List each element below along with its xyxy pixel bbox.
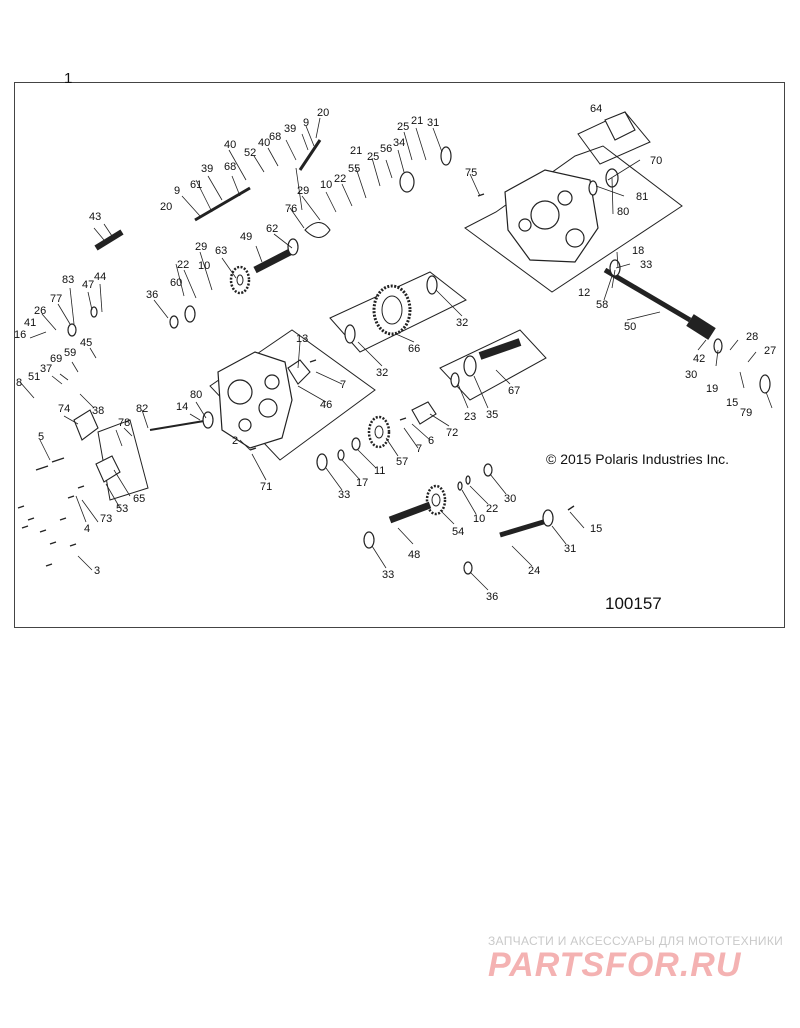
callout-45: 45: [80, 337, 93, 349]
callout-80b: 80: [190, 389, 203, 401]
callout-63: 63: [215, 245, 228, 257]
output-shaft-50: [605, 270, 690, 320]
callout-27: 27: [764, 345, 777, 357]
callout-23: 23: [464, 411, 477, 423]
figure-id: 100157: [605, 594, 662, 613]
callout-71: 71: [260, 481, 273, 493]
callout-29b: 29: [195, 241, 208, 253]
callout-30: 30: [685, 369, 698, 381]
callout-15: 15: [726, 397, 739, 409]
callout-78: 78: [118, 417, 131, 429]
shift-rail-9: [300, 140, 320, 170]
callout-42: 42: [693, 353, 706, 365]
callout-33: 33: [640, 259, 653, 271]
callout-62: 62: [266, 223, 279, 235]
callout-38: 38: [92, 405, 105, 417]
callout-31: 31: [427, 117, 440, 129]
callout-54: 54: [452, 526, 465, 538]
callout-41: 41: [24, 317, 37, 329]
callout-15b: 15: [590, 523, 603, 535]
callout-26: 26: [34, 305, 47, 317]
callout-28: 28: [746, 331, 759, 343]
callout-32b: 32: [376, 367, 389, 379]
callout-61: 61: [190, 179, 203, 191]
callout-22b: 22: [177, 259, 190, 271]
copyright-notice: © 2015 Polaris Industries Inc.: [546, 451, 730, 467]
watermark-tagline: ЗАПЧАСТИ И АКСЕССУАРЫ ДЛЯ МОТОТЕХНИКИ: [488, 934, 784, 948]
callout-35: 35: [486, 409, 499, 421]
shift-shaft-14: [150, 420, 210, 430]
callout-68b: 68: [224, 161, 237, 173]
shift-drum-43: [96, 232, 122, 248]
callout-46: 46: [320, 399, 333, 411]
callout-18: 18: [632, 245, 645, 257]
callout-39: 39: [284, 123, 297, 135]
callout-10b: 10: [198, 260, 211, 272]
callout-9b: 9: [174, 185, 181, 197]
callout-48: 48: [408, 549, 421, 561]
callout-40: 40: [258, 137, 271, 149]
callout-83: 83: [62, 274, 75, 286]
callout-53: 53: [116, 503, 129, 515]
callout-56: 56: [380, 143, 393, 155]
callout-40b: 40: [224, 139, 237, 151]
callout-55: 55: [348, 163, 361, 175]
cover-46: [288, 360, 310, 384]
callout-9: 9: [303, 117, 310, 129]
callout-20: 20: [317, 107, 330, 119]
callout-68: 68: [269, 131, 282, 143]
callout-11: 11: [374, 465, 386, 477]
callout-82: 82: [136, 403, 149, 415]
secondary-gearcase-half: [505, 170, 598, 262]
callout-4: 4: [84, 523, 91, 535]
callout-31b: 31: [564, 543, 577, 555]
callout-75: 75: [465, 167, 478, 179]
callout-32: 32: [456, 317, 469, 329]
callout-33b: 33: [338, 489, 351, 501]
callout-80: 80: [617, 206, 630, 218]
callout-14: 14: [176, 401, 189, 413]
callout-59: 59: [64, 347, 77, 359]
callout-50: 50: [624, 321, 637, 333]
callout-44: 44: [94, 271, 107, 283]
callout-30b: 30: [504, 493, 517, 505]
callout-17: 17: [356, 477, 369, 489]
callout-81: 81: [636, 191, 649, 203]
shaft-48: [390, 505, 430, 520]
main-gearcase-half: [218, 352, 292, 448]
callout-34: 34: [393, 137, 406, 149]
bracket-65: [96, 456, 120, 482]
sprocket-63: [231, 267, 249, 293]
callout-72: 72: [446, 427, 459, 439]
callout-21b: 21: [350, 145, 363, 157]
callout-24: 24: [528, 565, 541, 577]
chain-76: [305, 223, 330, 238]
callout-25b: 25: [367, 151, 380, 163]
group-outline-67: [440, 330, 546, 400]
callout-21: 21: [411, 115, 424, 127]
callout-7: 7: [340, 379, 347, 391]
callout-69: 69: [50, 353, 63, 365]
callout-47: 47: [82, 279, 95, 291]
callout-19: 19: [706, 383, 719, 395]
callout-25: 25: [397, 121, 410, 133]
coupler-42: [690, 320, 712, 334]
callout-10: 10: [320, 179, 333, 191]
ring-gear-66: [374, 286, 410, 334]
bracket-64: [605, 112, 635, 140]
callout-79: 79: [740, 407, 753, 419]
callout-5: 5: [38, 431, 45, 443]
callout-22: 22: [334, 173, 347, 185]
callout-57: 57: [396, 456, 409, 468]
sheet-number: 1: [64, 70, 73, 87]
callout-29: 29: [297, 185, 310, 197]
callout-8: 8: [16, 377, 23, 389]
callout-73: 73: [100, 513, 113, 525]
callout-16: 16: [14, 329, 27, 341]
callout-49: 49: [240, 231, 253, 243]
callout-58: 58: [596, 299, 609, 311]
callout-51: 51: [28, 371, 41, 383]
callout-22c: 22: [486, 503, 499, 515]
callout-60: 60: [170, 277, 183, 289]
callout-13: 13: [296, 333, 309, 345]
callout-6: 6: [428, 435, 435, 447]
callout-76: 76: [285, 203, 298, 215]
shift-rail-61: [195, 188, 250, 220]
gear-54: [427, 486, 445, 514]
callout-20b: 20: [160, 201, 173, 213]
callout-3: 3: [94, 565, 101, 577]
callout-52: 52: [244, 147, 257, 159]
pinion-67: [480, 342, 520, 356]
input-shaft-24: [500, 520, 550, 535]
callout-12: 12: [578, 287, 591, 299]
callout-66: 66: [408, 343, 421, 355]
callout-39b: 39: [201, 163, 214, 175]
callout-64: 64: [590, 103, 603, 115]
cover-72: [412, 402, 436, 424]
shaft-49: [255, 252, 290, 270]
callout-33c: 33: [382, 569, 395, 581]
callout-7b: 7: [416, 443, 423, 455]
callout-37: 37: [40, 363, 53, 375]
callout-70: 70: [650, 155, 663, 167]
watermark-logo: PARTSFOR.RU: [488, 946, 742, 984]
callout-36: 36: [146, 289, 159, 301]
drive-gear-57: [369, 417, 389, 447]
callout-74: 74: [58, 403, 71, 415]
callout-10c: 10: [473, 513, 486, 525]
callout-65: 65: [133, 493, 146, 505]
callout-labels: [14, 103, 776, 603]
callout-36b: 36: [486, 591, 499, 603]
callout-43: 43: [89, 211, 102, 223]
callout-67: 67: [508, 385, 521, 397]
callout-77: 77: [50, 293, 63, 305]
callout-2: 2: [232, 435, 239, 447]
